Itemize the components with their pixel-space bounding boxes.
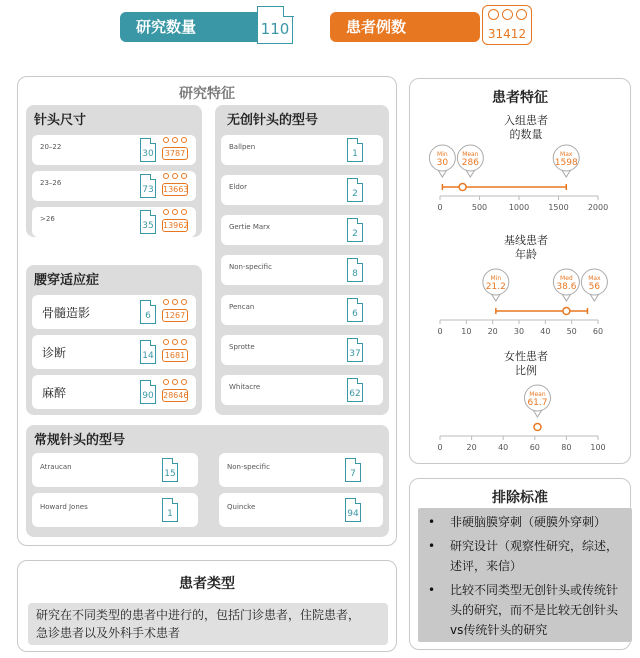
people-icon: 1681 [162, 339, 188, 365]
people-icon: 13663 [162, 173, 188, 199]
tick-label: 10 [461, 327, 472, 336]
age-range-chart [418, 266, 622, 340]
tick-label: 0 [437, 443, 443, 452]
patients-count-pill [330, 12, 480, 42]
row-label: Ballpen [229, 143, 256, 151]
table-row [219, 493, 383, 527]
document-icon: 15 [162, 458, 178, 482]
study-features-panel [17, 76, 397, 546]
needle-size-box [26, 105, 202, 237]
document-icon: 35 [140, 210, 156, 234]
table-row [219, 453, 383, 487]
table-row [221, 375, 383, 405]
patient-type-text: 研究在不同类型的患者中进行的，包括门诊患者，住院患者， 急诊患者以及外科手术患者 [28, 603, 388, 645]
study-features-title: 研究特征 [179, 86, 235, 102]
exclusion-title: 排除标准 [492, 490, 548, 506]
document-icon: 14 [140, 340, 156, 364]
row-label: 23–26 [40, 179, 62, 187]
conventional-types-box [26, 425, 389, 537]
marker-value: 61.7 [527, 398, 548, 408]
row-label: >26 [40, 215, 55, 223]
tick-label: 60 [529, 443, 540, 452]
row-label: 骨髓造影 [42, 306, 91, 320]
marker-value: 30 [436, 158, 449, 168]
center-point [459, 184, 466, 191]
document-icon: 8 [347, 258, 363, 282]
patients-label: 患者例数 [346, 18, 407, 36]
tick-label: 1000 [508, 203, 530, 212]
tick-label: 30 [513, 327, 525, 336]
table-row [32, 453, 198, 487]
document-icon: 6 [347, 298, 363, 322]
needle-size-title: 针头尺寸 [34, 113, 87, 128]
tick-label: 40 [498, 443, 509, 452]
document-icon: 73 [140, 174, 156, 198]
document-icon: 1 [347, 138, 363, 162]
lumbar-indication-title: 腰穿适应症 [34, 273, 100, 288]
people-icon [482, 5, 532, 45]
row-label: 麻醉 [42, 386, 67, 400]
tick-label: 20 [487, 327, 498, 336]
table-row [32, 493, 198, 527]
patient-type-title: 患者类型 [179, 576, 235, 592]
table-row [32, 295, 196, 329]
tick-label: 60 [592, 327, 604, 336]
table-row [32, 171, 196, 201]
marker-name: Med [560, 275, 573, 282]
tick-label: 20 [466, 443, 477, 452]
table-row [32, 335, 196, 369]
row-label: Whitacre [229, 383, 261, 391]
atraumatic-types-box [215, 105, 389, 415]
tick-label: 80 [561, 443, 572, 452]
marker-value: 56 [588, 282, 601, 292]
row-label: 诊断 [42, 346, 67, 360]
row-label: Howard Jones [40, 503, 88, 511]
document-icon [257, 6, 293, 44]
document-icon: 94 [345, 498, 361, 522]
studies-label: 研究数量 [136, 18, 197, 36]
tick-label: 100 [590, 443, 606, 452]
marker-name: Mean [529, 391, 546, 398]
document-icon: 2 [347, 178, 363, 202]
tick-label: 2000 [587, 203, 609, 212]
table-row [32, 135, 196, 165]
document-icon: 1 [162, 498, 178, 522]
table-row [32, 207, 196, 237]
row-label: Sprotte [229, 343, 255, 351]
document-icon: 90 [140, 380, 156, 404]
row-label: Atraucan [40, 463, 72, 471]
tick-label: 0 [437, 203, 443, 212]
tick-label: 500 [471, 203, 488, 212]
document-icon: 7 [345, 458, 361, 482]
tick-label: 50 [566, 327, 577, 336]
studies-count: 110 [260, 20, 290, 38]
marker-name: Mean [462, 151, 479, 158]
conventional-types-title: 常规针头的型号 [34, 433, 126, 448]
marker-name: Max [560, 151, 573, 158]
table-row [221, 135, 383, 165]
table-row [221, 295, 383, 325]
people-icon: 1267 [162, 299, 188, 325]
row-label: Gertie Marx [229, 223, 270, 231]
marker-value: 21.2 [485, 282, 506, 292]
tick-label: 40 [540, 327, 551, 336]
age-label: 基线患者 年龄 [504, 234, 548, 261]
marker-value: 1598 [554, 158, 578, 168]
center-point [563, 308, 570, 315]
row-label: Eldor [229, 183, 247, 191]
marker-value: 38.6 [556, 282, 577, 292]
exclusion-list: • 非硬脑膜穿刺（硬膜外穿刺） • 研究设计（观察性研究，综述，述评，来信） • 比较不同类型无创针头或传统针头的研究，而不是比较无创针头vs传统针头的研究 [418, 508, 632, 642]
marker-name: Min [490, 275, 502, 282]
enrolled-label: 入组患者 的数量 [504, 114, 548, 141]
marker-name: Max [588, 275, 601, 282]
row-label: Non-specific [229, 263, 272, 271]
document-icon: 30 [140, 138, 156, 162]
people-icon: 3787 [162, 137, 188, 163]
row-label: Quincke [227, 503, 256, 511]
center-point [534, 424, 541, 431]
row-label: Non-specific [227, 463, 270, 471]
row-label: Pencan [229, 303, 255, 311]
studies-count-pill [120, 12, 270, 42]
female-ratio-chart [418, 382, 622, 456]
document-icon: 2 [347, 218, 363, 242]
tick-label: 1500 [548, 203, 569, 212]
table-row [32, 375, 196, 409]
document-icon: 62 [347, 378, 363, 402]
marker-name: Min [437, 151, 448, 158]
lumbar-indication-box [26, 265, 202, 415]
document-icon: 6 [140, 300, 156, 324]
people-icon: 28646 [162, 379, 188, 405]
table-row [221, 175, 383, 205]
patient-features-title: 患者特征 [492, 90, 548, 106]
enrolled-range-chart [418, 142, 622, 216]
tick-label: 0 [437, 327, 443, 336]
row-label: 20–22 [40, 143, 62, 151]
female-label: 女性患者 比例 [504, 350, 548, 377]
document-icon: 37 [347, 338, 363, 362]
atraumatic-types-title: 无创针头的型号 [227, 113, 319, 128]
table-row [221, 255, 383, 285]
marker-value: 286 [461, 158, 479, 168]
table-row [221, 215, 383, 245]
people-icon: 13962 [162, 209, 188, 235]
patients-count: 31412 [487, 27, 527, 41]
table-row [221, 335, 383, 365]
